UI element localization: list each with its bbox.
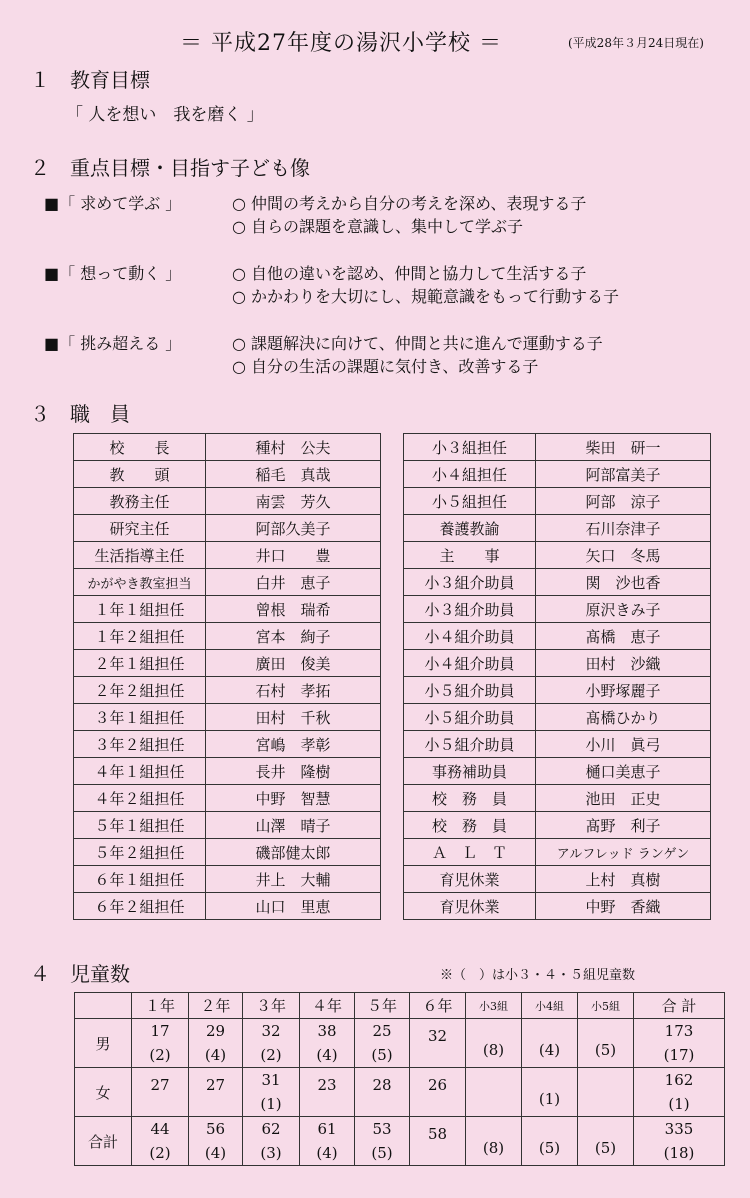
staff-name: 柴田 研一 [536, 434, 711, 461]
staff-row [74, 839, 381, 866]
staff-role: ２年１組担任 [74, 650, 206, 677]
staff-row [74, 596, 381, 623]
goal-label: ■「 求めて学ぶ 」 [44, 194, 182, 213]
count-value: 25 [372, 1022, 392, 1040]
count-value: 26 [427, 1076, 448, 1094]
staff-row [404, 893, 711, 920]
staff-name: 阿部 涼子 [536, 488, 711, 515]
staff-name: 中野 智慧 [206, 785, 381, 812]
staff-row [74, 812, 381, 839]
special-class-count: (5) [594, 1139, 617, 1157]
count-cell [189, 1117, 243, 1166]
staff-row [74, 866, 381, 893]
staff-row [404, 731, 711, 758]
staff-role: １年１組担任 [74, 596, 206, 623]
staff-row [404, 623, 711, 650]
staff-name: 田村 沙織 [536, 650, 711, 677]
count-cell [355, 1068, 410, 1117]
count-cell [243, 1068, 300, 1117]
special-class-count: (1) [260, 1095, 282, 1113]
count-value: 162 [664, 1071, 694, 1089]
special-class-count: (8) [482, 1041, 505, 1059]
staff-role: 育児休業 [404, 866, 536, 893]
staff-row [74, 893, 381, 920]
staff-role: 生活指導主任 [74, 542, 206, 569]
column-header: 小5組 [578, 993, 634, 1019]
staff-role: 教 頭 [74, 461, 206, 488]
special-class-count: (8) [482, 1139, 505, 1157]
count-cell [300, 1068, 355, 1117]
count-value: 27 [205, 1076, 226, 1094]
count-cell [300, 1117, 355, 1166]
staff-role: 小５組介助員 [404, 677, 536, 704]
staff-name: 阿部富美子 [536, 461, 711, 488]
count-value: 53 [372, 1120, 392, 1138]
column-header: １年 [132, 993, 189, 1019]
count-cell [355, 1019, 410, 1068]
children-row [75, 1019, 725, 1068]
staff-name: 山澤 晴子 [206, 812, 381, 839]
staff-row [404, 866, 711, 893]
special-class-count: (17) [663, 1046, 695, 1064]
count-cell [410, 1068, 466, 1117]
staff-name: 石川奈津子 [536, 515, 711, 542]
special-class-count: (4) [204, 1144, 227, 1162]
staff-role: １年２組担任 [74, 623, 206, 650]
staff-role: 校 務 員 [404, 812, 536, 839]
goal-label: ■「 挑み超える 」 [44, 334, 182, 353]
count-cell [466, 1068, 522, 1117]
staff-role: ６年１組担任 [74, 866, 206, 893]
staff-row [404, 569, 711, 596]
special-class-count: (1) [538, 1090, 561, 1108]
staff-role: 主 事 [404, 542, 536, 569]
special-class-count: (4) [316, 1144, 338, 1162]
staff-role: 小３組介助員 [404, 569, 536, 596]
school-motto: 「 人を想い 我を磨く 」 [66, 105, 264, 125]
count-cell [634, 1019, 725, 1068]
special-class-count: (2) [149, 1144, 171, 1162]
as-of-date: (平成28年３月24日現在) [568, 36, 704, 50]
goal-item: ○ 自分の生活の課題に気付き、改善する子 [232, 357, 539, 376]
staff-role: 育児休業 [404, 893, 536, 920]
staff-role: 小３組介助員 [404, 596, 536, 623]
staff-row [74, 704, 381, 731]
count-value: 44 [150, 1120, 170, 1138]
staff-name: 曾根 瑞希 [206, 596, 381, 623]
count-cell [522, 1117, 578, 1166]
count-cell [634, 1068, 725, 1117]
staff-name: 磯部健太郎 [206, 839, 381, 866]
staff-row [404, 812, 711, 839]
count-value: 56 [205, 1120, 226, 1138]
staff-role: 小５組介助員 [404, 731, 536, 758]
staff-name: 髙橋ひかり [536, 704, 711, 731]
staff-role: 養護教諭 [404, 515, 536, 542]
staff-name: 井上 大輔 [206, 866, 381, 893]
staff-name: 中野 香織 [536, 893, 711, 920]
column-header: ２年 [189, 993, 243, 1019]
staff-row [74, 515, 381, 542]
goal-label: ■「 想って動く 」 [44, 264, 182, 283]
staff-row [74, 569, 381, 596]
count-value: 173 [664, 1022, 694, 1040]
special-class-count: (5) [371, 1144, 393, 1162]
goal-item: ○ 課題解決に向けて、仲間と共に進んで運動する子 [232, 334, 603, 353]
staff-name: 稲毛 真哉 [206, 461, 381, 488]
count-cell [243, 1117, 300, 1166]
staff-role: ４年１組担任 [74, 758, 206, 785]
count-value: 28 [372, 1076, 392, 1094]
staff-row [404, 758, 711, 785]
special-class-count: (4) [204, 1046, 227, 1064]
count-cell [243, 1019, 300, 1068]
count-value: 31 [261, 1071, 281, 1089]
count-value: 38 [317, 1022, 337, 1040]
special-class-count: (5) [538, 1139, 561, 1157]
staff-role: ５年１組担任 [74, 812, 206, 839]
section4-heading: ４ 児童数 [30, 962, 130, 986]
staff-name: 阿部久美子 [206, 515, 381, 542]
staff-row [404, 515, 711, 542]
staff-name: 髙橋 恵子 [536, 623, 711, 650]
count-value: 335 [664, 1120, 694, 1138]
count-cell [300, 1019, 355, 1068]
count-value: 23 [317, 1076, 337, 1094]
column-header [75, 993, 132, 1019]
staff-role: 研究主任 [74, 515, 206, 542]
row-label: 合計 [75, 1117, 132, 1166]
staff-role: ４年２組担任 [74, 785, 206, 812]
count-cell [466, 1117, 522, 1166]
staff-role: 教務主任 [74, 488, 206, 515]
count-value: 61 [317, 1120, 337, 1138]
staff-role: ２年２組担任 [74, 677, 206, 704]
staff-name: 山口 里恵 [206, 893, 381, 920]
staff-name: 小川 眞弓 [536, 731, 711, 758]
column-header: ６年 [410, 993, 466, 1019]
children-row [75, 1117, 725, 1166]
staff-row [74, 785, 381, 812]
goal-item: ○ 仲間の考えから自分の考えを深め、表現する子 [232, 194, 587, 213]
column-header: 小3組 [466, 993, 522, 1019]
staff-name: 関 沙也香 [536, 569, 711, 596]
column-header: 合 計 [634, 993, 725, 1019]
column-header: ４年 [300, 993, 355, 1019]
goal-item: ○ 自他の違いを認め、仲間と協力して生活する子 [232, 264, 587, 283]
staff-row [74, 731, 381, 758]
staff-name: 小野塚麗子 [536, 677, 711, 704]
staff-name: 宮本 絢子 [206, 623, 381, 650]
special-class-count: (1) [668, 1095, 690, 1113]
count-cell [634, 1117, 725, 1166]
staff-row [74, 461, 381, 488]
staff-row [404, 488, 711, 515]
special-class-count: (4) [316, 1046, 338, 1064]
staff-row [404, 596, 711, 623]
count-cell [132, 1019, 189, 1068]
staff-role: 事務補助員 [404, 758, 536, 785]
special-class-count: (5) [371, 1046, 393, 1064]
count-cell [132, 1068, 189, 1117]
count-cell [466, 1019, 522, 1068]
row-label: 女 [75, 1068, 132, 1117]
count-value: 32 [261, 1022, 281, 1040]
staff-role: 小４組介助員 [404, 650, 536, 677]
staff-role: かがやき教室担当 [74, 569, 206, 596]
children-note: ※（ ）は小３・４・５組児童数 [440, 968, 636, 983]
special-class-count: (3) [260, 1144, 282, 1162]
count-cell [522, 1019, 578, 1068]
staff-name: 種村 公夫 [206, 434, 381, 461]
staff-table-left [73, 433, 381, 920]
count-cell [132, 1117, 189, 1166]
staff-name: 田村 千秋 [206, 704, 381, 731]
staff-row [404, 461, 711, 488]
staff-row [404, 704, 711, 731]
count-value: 29 [205, 1022, 226, 1040]
staff-role: 校 長 [74, 434, 206, 461]
staff-row [74, 650, 381, 677]
staff-role: 小５組担任 [404, 488, 536, 515]
staff-name: 石村 孝拓 [206, 677, 381, 704]
count-cell [578, 1019, 634, 1068]
count-cell [189, 1019, 243, 1068]
staff-name: 矢口 冬馬 [536, 542, 711, 569]
staff-table-right [403, 433, 711, 920]
row-label: 男 [75, 1019, 132, 1068]
staff-role: ３年１組担任 [74, 704, 206, 731]
staff-name: 池田 正史 [536, 785, 711, 812]
special-class-count: (2) [260, 1046, 282, 1064]
staff-row [404, 677, 711, 704]
staff-role: ５年２組担任 [74, 839, 206, 866]
staff-row [404, 839, 711, 866]
staff-name: 南雲 芳久 [206, 488, 381, 515]
count-cell [578, 1117, 634, 1166]
staff-role: 小３組担任 [404, 434, 536, 461]
staff-row [74, 623, 381, 650]
staff-name: 白井 恵子 [206, 569, 381, 596]
children-table [74, 992, 725, 1166]
special-class-count: (4) [538, 1041, 561, 1059]
staff-row [74, 542, 381, 569]
staff-name: 廣田 俊美 [206, 650, 381, 677]
staff-role: 校 務 員 [404, 785, 536, 812]
staff-name: 髙野 利子 [536, 812, 711, 839]
staff-row [74, 677, 381, 704]
children-row [75, 1068, 725, 1117]
goal-item: ○ かかわりを大切にし、規範意識をもって行動する子 [232, 287, 620, 306]
staff-name: アルフレッド ランゲン [536, 839, 711, 866]
count-cell [410, 1117, 466, 1166]
count-value: 58 [427, 1125, 448, 1143]
special-class-count: (5) [594, 1041, 617, 1059]
staff-role: Ａ Ｌ Ｔ [404, 839, 536, 866]
section3-heading: ３ 職 員 [30, 402, 130, 426]
page-title: ＝ 平成27年度の湯沢小学校 ＝ [180, 31, 502, 56]
count-cell [189, 1068, 243, 1117]
staff-name: 井口 豊 [206, 542, 381, 569]
column-header: 小4組 [522, 993, 578, 1019]
staff-name: 宮嶋 孝彰 [206, 731, 381, 758]
staff-role: 小５組介助員 [404, 704, 536, 731]
staff-name: 原沢きみ子 [536, 596, 711, 623]
column-header: ５年 [355, 993, 410, 1019]
count-cell [410, 1019, 466, 1068]
count-cell [578, 1068, 634, 1117]
count-cell [522, 1068, 578, 1117]
count-value: 17 [150, 1022, 170, 1040]
count-cell [355, 1117, 410, 1166]
staff-row [404, 650, 711, 677]
staff-role: ６年２組担任 [74, 893, 206, 920]
staff-row [404, 785, 711, 812]
staff-row [74, 758, 381, 785]
staff-name: 樋口美恵子 [536, 758, 711, 785]
goal-item: ○ 自らの課題を意識し、集中して学ぶ子 [232, 217, 524, 236]
count-value: 62 [261, 1120, 281, 1138]
children-header-row [75, 993, 725, 1019]
section2-heading: ２ 重点目標・目指す子ども像 [30, 156, 310, 180]
staff-name: 上村 真樹 [536, 866, 711, 893]
staff-row [74, 488, 381, 515]
staff-row [404, 542, 711, 569]
staff-name: 長井 隆樹 [206, 758, 381, 785]
staff-row [74, 434, 381, 461]
column-header: ３年 [243, 993, 300, 1019]
section1-heading: １ 教育目標 [30, 68, 150, 92]
staff-role: ３年２組担任 [74, 731, 206, 758]
count-value: 32 [427, 1027, 448, 1045]
staff-role: 小４組担任 [404, 461, 536, 488]
staff-role: 小４組介助員 [404, 623, 536, 650]
count-value: 27 [150, 1076, 170, 1094]
special-class-count: (18) [663, 1144, 695, 1162]
staff-row [404, 434, 711, 461]
special-class-count: (2) [149, 1046, 171, 1064]
